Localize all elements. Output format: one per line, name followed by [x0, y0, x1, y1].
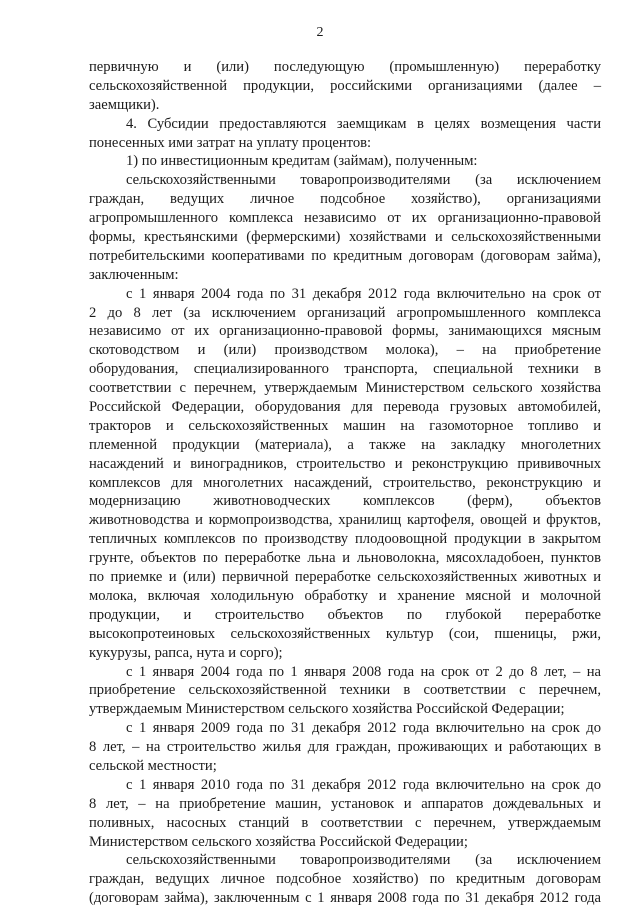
text-line: Российской Федерации, оборудования для перевода грузовых автомобилей,: [89, 399, 601, 416]
text-line: первичную и (или) последующую (промышленную) переработку: [89, 59, 601, 75]
text-line: продукции, и строительство объектов по глубокой переработке: [89, 606, 601, 623]
text-line: насаждений и виноградников, строительство и реконструкцию прививочных: [89, 455, 601, 472]
text-line: граждан, ведущих личное подсобное хозяйство), организациями: [89, 191, 601, 208]
text-line: 8 лет, – на приобретение машин, установок и аппаратов дождевальных и: [89, 795, 601, 812]
text-line: приобретение сельскохозяйственной техники в соответствии с перечнем,: [89, 682, 601, 699]
text-line: скотоводством и (или) производством молока), – на приобретение: [89, 342, 601, 359]
text-line: формы, крестьянскими (фермерскими) хозяйствами и сельскохозяйственными: [89, 229, 601, 246]
text-line: агропромышленного комплекса независимо от их организационно-правовой: [89, 210, 601, 227]
text-line: понесенных ими затрат на уплату процентов:: [89, 134, 372, 151]
text-line: комплексов для многолетних насаждений, строительство, реконструкцию и: [89, 474, 601, 491]
text-line: с 1 января 2004 года по 1 января 2008 года на срок от 2 до 8 лет, – на: [126, 663, 601, 680]
text-line: Министерством сельского хозяйства Российской Федерации;: [89, 833, 468, 850]
text-line: заключенным:: [89, 266, 179, 283]
text-line: сельскохозяйственными товаропроизводителями (за исключением: [126, 852, 601, 869]
text-line: утверждаемым Министерством сельского хозяйства Российской Федерации;: [89, 701, 565, 718]
text-line: высокопротеиновых сельскохозяйственных культур (сои, пшеницы, ржи,: [89, 625, 601, 642]
text-line: 2 до 8 лет (за исключением организаций агропромышленного комплекса: [89, 304, 601, 321]
text-line: племенной продукции (материала), а также на закладку многолетних: [89, 436, 601, 453]
text-line: с 1 января 2009 года по 31 декабря 2012 года включительно на срок до: [126, 720, 601, 737]
document-body: [89, 58, 601, 908]
text-line: тракторов и сельскохозяйственных машин на газомоторное топливо и: [89, 417, 601, 434]
text-line: 4. Субсидии предоставляются заемщикам в целях возмещения части: [126, 115, 601, 132]
text-line: по приемке и (или) первичной переработке сельскохозяйственных животных и: [89, 569, 601, 586]
text-line: 8 лет, – на строительство жилья для граждан, проживающих и работающих в: [89, 739, 601, 756]
text-line: сельской местности;: [89, 757, 217, 774]
text-line: тепличных комплексов по производству плодоовощной продукции в закрытом: [89, 531, 601, 548]
text-line: граждан, ведущих личное подсобное хозяйство) по кредитным договорам: [89, 871, 601, 888]
text-line: соответствии с перечнем, утверждаемым Министерством сельского хозяйства: [89, 380, 601, 397]
text-line: молока, включая холодильную обработку и хранение мясной и молочной: [89, 587, 601, 604]
text-line: независимо от их организационно-правовой формы, занимающихся мясным: [89, 323, 601, 340]
text-line: потребительскими кооперативами по кредитным договорам (договорам займа),: [89, 247, 601, 264]
text-line: животноводства и кормопроизводства, хранилищ картофеля, овощей и фруктов,: [89, 512, 601, 529]
text-line: кукурузы, рапса, нута и сорго);: [89, 644, 283, 661]
page-number: 2: [316, 25, 324, 40]
text-line: оборудования, специализированного транспорта, специальной техники в: [89, 361, 601, 378]
text-line: 1) по инвестиционным кредитам (займам), полученным:: [126, 153, 478, 170]
text-line: поливных, насосных станций в соответствии с перечнем, утверждаемым: [89, 814, 601, 831]
text-line: грунте, объектов по переработке льна и льноволокна, мясохладобоен, пунктов: [89, 550, 601, 567]
text-line: с 1 января 2010 года по 31 декабря 2012 года включительно на срок до: [126, 776, 601, 793]
text-line: заемщики).: [89, 96, 160, 113]
text-line: сельскохозяйственными товаропроизводителями (за исключением: [126, 172, 601, 189]
text-line: сельскохозяйственной продукции, российскими организациями (далее –: [89, 77, 601, 94]
text-line: модернизацию животноводческих комплексов (ферм), объектов: [89, 493, 601, 510]
text-line: (договорам займа), заключенным с 1 января 2008 года по 31 декабря 2012 года: [89, 890, 601, 907]
text-line: с 1 января 2004 года по 31 декабря 2012 года включительно на срок от: [126, 285, 601, 302]
